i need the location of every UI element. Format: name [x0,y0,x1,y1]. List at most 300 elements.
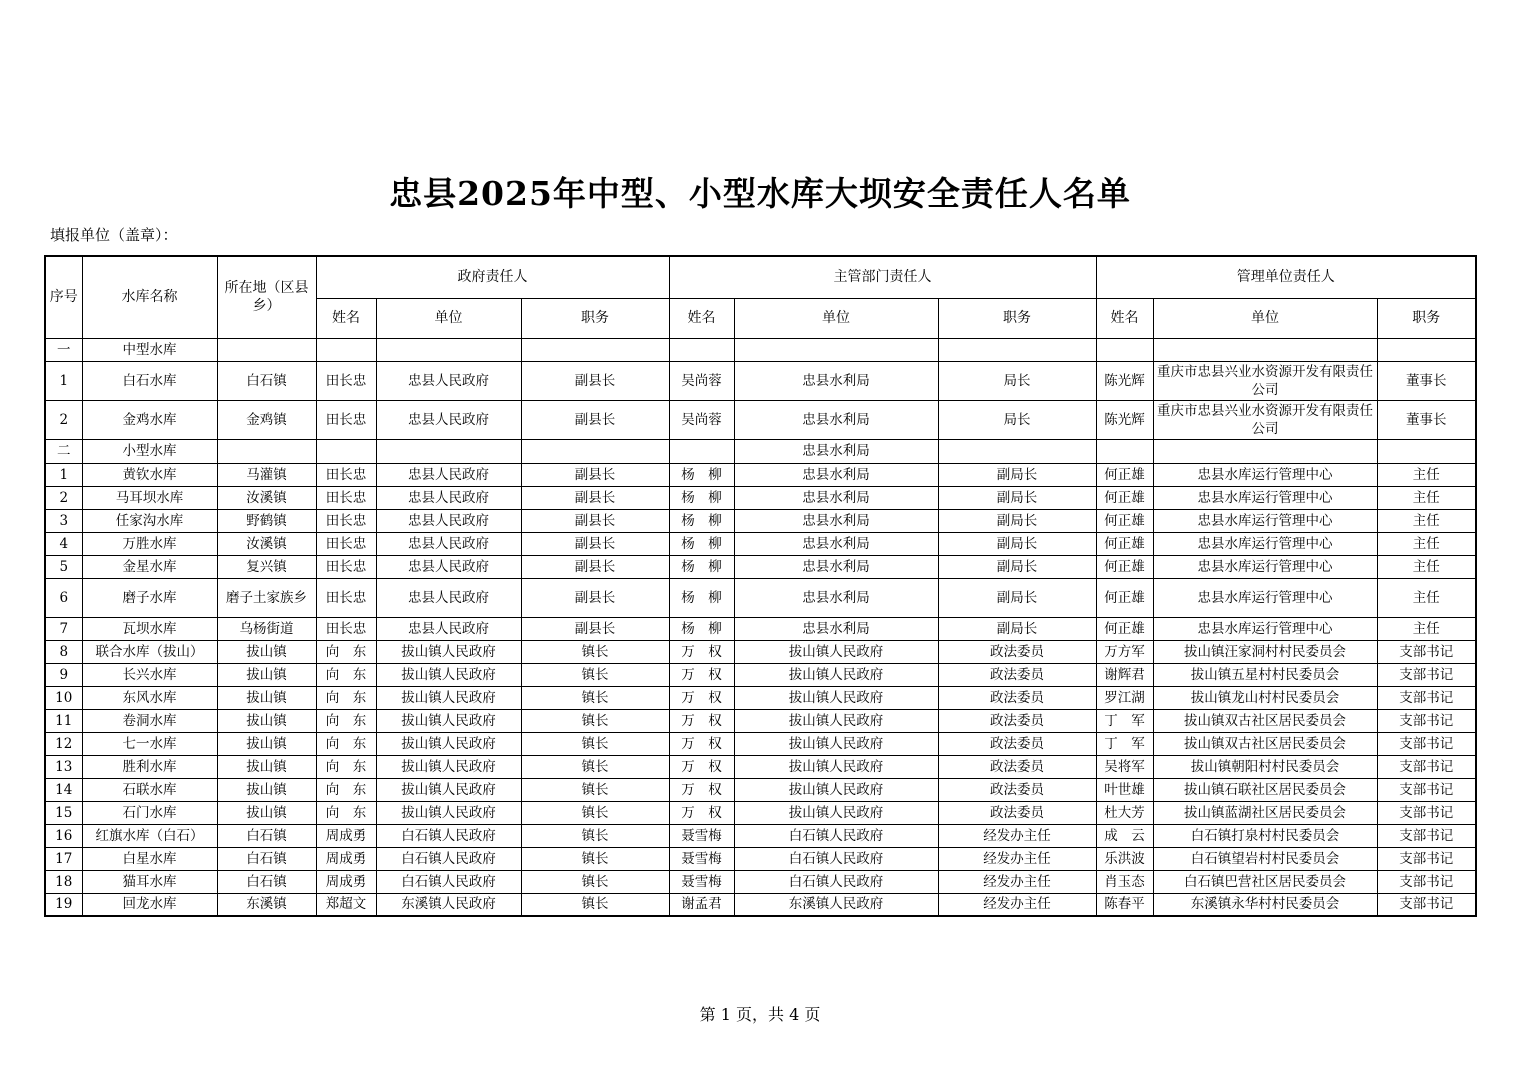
cell-gov-unit: 白石镇人民政府 [376,824,521,847]
cell-location: 东溪镇 [217,893,316,916]
cell-reservoir-name: 石门水库 [82,801,217,824]
cell-mgmt-title: 主任 [1377,555,1476,578]
empty-cell [669,439,734,463]
cell-dept-name: 万 权 [669,686,734,709]
cell-gov-title: 镇长 [521,755,669,778]
cell-dept-unit: 拔山镇人民政府 [734,778,938,801]
cell-gov-name: 向 东 [316,709,376,732]
cell-mgmt-title: 支部书记 [1377,847,1476,870]
header-mgmt-group: 管理单位责任人 [1096,256,1476,298]
cell-reservoir-name: 回龙水库 [82,893,217,916]
cell-dept-unit: 东溪镇人民政府 [734,893,938,916]
section-row [45,439,1476,463]
empty-cell [1096,338,1153,361]
empty-cell [1096,439,1153,463]
cell-dept-title: 政法委员 [938,755,1096,778]
cell-mgmt-name: 何正雄 [1096,532,1153,555]
cell-dept-title: 经发办主任 [938,847,1096,870]
cell-seq: 13 [45,755,82,778]
cell-seq: 4 [45,532,82,555]
filler-unit-label: 填报单位（盖章）： [50,226,178,244]
cell-seq: 18 [45,870,82,893]
header-gov-group: 政府责任人 [316,256,669,298]
cell-mgmt-name: 何正雄 [1096,555,1153,578]
cell-seq: 8 [45,640,82,663]
cell-mgmt-title: 支部书记 [1377,778,1476,801]
cell-mgmt-unit: 忠县水库运行管理中心 [1153,532,1377,555]
cell-dept-title: 政法委员 [938,732,1096,755]
cell-gov-name: 田长忠 [316,486,376,509]
cell-dept-title: 经发办主任 [938,824,1096,847]
cell-mgmt-title: 主任 [1377,486,1476,509]
cell-dept-unit: 拔山镇人民政府 [734,755,938,778]
cell-gov-title: 镇长 [521,778,669,801]
table-row [45,578,1476,617]
cell-dept-title: 副局长 [938,486,1096,509]
cell-location: 白石镇 [217,361,316,400]
cell-dept-title: 副局长 [938,463,1096,486]
cell-dept-unit: 拔山镇人民政府 [734,709,938,732]
cell-dept-name: 杨 柳 [669,555,734,578]
cell-dept-unit: 拔山镇人民政府 [734,663,938,686]
table-row [45,640,1476,663]
section-label: 中型水库 [82,338,217,361]
cell-gov-name: 周成勇 [316,824,376,847]
cell-gov-title: 副县长 [521,486,669,509]
cell-dept-unit: 白石镇人民政府 [734,824,938,847]
table-row [45,686,1476,709]
cell-gov-unit: 忠县人民政府 [376,532,521,555]
cell-seq: 17 [45,847,82,870]
cell-mgmt-name: 罗江湖 [1096,686,1153,709]
cell-dept-unit: 忠县水利局 [734,361,938,400]
cell-gov-unit: 忠县人民政府 [376,509,521,532]
cell-dept-name: 吴尚蓉 [669,400,734,439]
cell-reservoir-name: 任家沟水库 [82,509,217,532]
cell-gov-name: 向 东 [316,778,376,801]
section-seq: 二 [45,439,82,463]
cell-gov-name: 田长忠 [316,400,376,439]
cell-mgmt-name: 陈春平 [1096,893,1153,916]
cell-mgmt-title: 支部书记 [1377,686,1476,709]
cell-seq: 1 [45,361,82,400]
cell-mgmt-unit: 忠县水库运行管理中心 [1153,509,1377,532]
cell-gov-title: 镇长 [521,847,669,870]
cell-gov-title: 副县长 [521,555,669,578]
cell-gov-name: 田长忠 [316,532,376,555]
cell-mgmt-name: 叶世雄 [1096,778,1153,801]
header-dept-title: 职务 [938,298,1096,338]
empty-cell [1153,439,1377,463]
table-row [45,870,1476,893]
cell-location: 野鹤镇 [217,509,316,532]
cell-mgmt-title: 主任 [1377,509,1476,532]
table-body [45,338,1476,916]
table-row [45,778,1476,801]
cell-mgmt-name: 乐洪波 [1096,847,1153,870]
cell-location: 拔山镇 [217,640,316,663]
cell-location: 磨子土家族乡 [217,578,316,617]
cell-dept-name: 万 权 [669,663,734,686]
cell-reservoir-name: 胜利水库 [82,755,217,778]
cell-seq: 15 [45,801,82,824]
cell-gov-name: 向 东 [316,640,376,663]
empty-cell [217,338,316,361]
empty-cell [1377,439,1476,463]
cell-mgmt-title: 支部书记 [1377,801,1476,824]
cell-gov-name: 田长忠 [316,463,376,486]
header-gov-unit: 单位 [376,298,521,338]
cell-gov-name: 向 东 [316,686,376,709]
cell-seq: 5 [45,555,82,578]
cell-location: 马灌镇 [217,463,316,486]
cell-reservoir-name: 磨子水库 [82,578,217,617]
cell-dept-title: 副局长 [938,617,1096,640]
cell-gov-name: 郑超文 [316,893,376,916]
cell-dept-name: 谢孟君 [669,893,734,916]
cell-mgmt-name: 何正雄 [1096,486,1153,509]
cell-dept-name: 万 权 [669,778,734,801]
table-row [45,893,1476,916]
cell-location: 金鸡镇 [217,400,316,439]
cell-reservoir-name: 瓦坝水库 [82,617,217,640]
cell-mgmt-unit: 拔山镇五星村村民委员会 [1153,663,1377,686]
table-row [45,732,1476,755]
table-row [45,824,1476,847]
cell-gov-unit: 白石镇人民政府 [376,847,521,870]
cell-mgmt-unit: 拔山镇龙山村村民委员会 [1153,686,1377,709]
cell-gov-unit: 拔山镇人民政府 [376,778,521,801]
cell-reservoir-name: 万胜水库 [82,532,217,555]
table-row [45,532,1476,555]
table-row [45,755,1476,778]
cell-dept-unit: 忠县水利局 [734,617,938,640]
cell-mgmt-unit: 拔山镇双古社区居民委员会 [1153,709,1377,732]
cell-reservoir-name: 石联水库 [82,778,217,801]
cell-dept-title: 政法委员 [938,778,1096,801]
cell-gov-unit: 拔山镇人民政府 [376,732,521,755]
cell-dept-name: 万 权 [669,640,734,663]
cell-dept-name: 万 权 [669,801,734,824]
cell-seq: 1 [45,463,82,486]
cell-dept-unit: 忠县水利局 [734,486,938,509]
cell-mgmt-title: 董事长 [1377,400,1476,439]
cell-location: 拔山镇 [217,755,316,778]
cell-gov-name: 田长忠 [316,617,376,640]
cell-location: 白石镇 [217,847,316,870]
cell-mgmt-name: 何正雄 [1096,463,1153,486]
cell-mgmt-name: 何正雄 [1096,578,1153,617]
cell-gov-title: 镇长 [521,824,669,847]
cell-mgmt-title: 主任 [1377,532,1476,555]
cell-dept-unit: 拔山镇人民政府 [734,640,938,663]
table-row [45,847,1476,870]
cell-dept-name: 杨 柳 [669,617,734,640]
cell-gov-unit: 忠县人民政府 [376,578,521,617]
cell-gov-name: 周成勇 [316,870,376,893]
table-row [45,555,1476,578]
header-mgmt-name: 姓名 [1096,298,1153,338]
cell-mgmt-name: 谢辉君 [1096,663,1153,686]
header-dept-unit: 单位 [734,298,938,338]
cell-mgmt-unit: 拔山镇双古社区居民委员会 [1153,732,1377,755]
empty-cell [316,439,376,463]
cell-seq: 11 [45,709,82,732]
cell-mgmt-name: 丁 军 [1096,709,1153,732]
table-row [45,509,1476,532]
cell-mgmt-title: 支部书记 [1377,732,1476,755]
cell-seq: 16 [45,824,82,847]
cell-reservoir-name: 红旗水库（白石） [82,824,217,847]
cell-mgmt-name: 万方军 [1096,640,1153,663]
cell-dept-title: 副局长 [938,509,1096,532]
cell-seq: 9 [45,663,82,686]
cell-dept-unit: 忠县水利局 [734,578,938,617]
cell-gov-unit: 东溪镇人民政府 [376,893,521,916]
cell-mgmt-unit: 忠县水库运行管理中心 [1153,486,1377,509]
cell-gov-name: 田长忠 [316,509,376,532]
cell-location: 拔山镇 [217,686,316,709]
cell-mgmt-title: 主任 [1377,578,1476,617]
cell-gov-name: 向 东 [316,732,376,755]
cell-seq: 2 [45,486,82,509]
cell-seq: 2 [45,400,82,439]
cell-dept-unit: 忠县水利局 [734,463,938,486]
cell-dept-title: 政法委员 [938,801,1096,824]
table-row [45,709,1476,732]
cell-dept-title: 副局长 [938,555,1096,578]
cell-gov-name: 田长忠 [316,361,376,400]
cell-location: 复兴镇 [217,555,316,578]
cell-mgmt-unit: 白石镇巴营社区居民委员会 [1153,870,1377,893]
cell-seq: 12 [45,732,82,755]
cell-gov-title: 副县长 [521,617,669,640]
cell-mgmt-title: 主任 [1377,617,1476,640]
cell-mgmt-title: 支部书记 [1377,870,1476,893]
cell-mgmt-unit: 白石镇望岩村村民委员会 [1153,847,1377,870]
cell-gov-title: 副县长 [521,578,669,617]
cell-location: 拔山镇 [217,709,316,732]
empty-cell [217,439,316,463]
cell-mgmt-unit: 白石镇打泉村村民委员会 [1153,824,1377,847]
cell-reservoir-name: 卷洞水库 [82,709,217,732]
cell-reservoir-name: 马耳坝水库 [82,486,217,509]
cell-seq: 7 [45,617,82,640]
empty-cell [938,338,1096,361]
cell-location: 乌杨街道 [217,617,316,640]
cell-mgmt-unit: 拔山镇蓝湖社区居民委员会 [1153,801,1377,824]
header-mgmt-title: 职务 [1377,298,1476,338]
page-footer: 第 1 页，共 4 页 [699,1005,821,1024]
empty-cell [376,338,521,361]
cell-mgmt-unit: 东溪镇永华村村民委员会 [1153,893,1377,916]
cell-dept-name: 万 权 [669,755,734,778]
cell-seq: 10 [45,686,82,709]
cell-gov-unit: 拔山镇人民政府 [376,709,521,732]
page-title: 忠县2025年中型、小型水库大坝安全责任人名单 [389,174,1131,213]
cell-reservoir-name: 东风水库 [82,686,217,709]
cell-seq: 19 [45,893,82,916]
cell-mgmt-title: 支部书记 [1377,709,1476,732]
cell-dept-title: 政法委员 [938,709,1096,732]
cell-gov-name: 田长忠 [316,555,376,578]
table-row [45,617,1476,640]
cell-dept-unit: 忠县水利局 [734,555,938,578]
cell-location: 汝溪镇 [217,486,316,509]
cell-dept-unit: 拔山镇人民政府 [734,686,938,709]
cell-gov-unit: 拔山镇人民政府 [376,755,521,778]
cell-gov-unit: 忠县人民政府 [376,400,521,439]
cell-reservoir-name: 七一水库 [82,732,217,755]
cell-gov-unit: 忠县人民政府 [376,555,521,578]
empty-cell [1377,338,1476,361]
cell-reservoir-name: 金鸡水库 [82,400,217,439]
header-gov-name: 姓名 [316,298,376,338]
cell-mgmt-name: 何正雄 [1096,617,1153,640]
cell-dept-name: 吴尚蓉 [669,361,734,400]
cell-mgmt-unit: 忠县水库运行管理中心 [1153,555,1377,578]
cell-dept-name: 聂雪梅 [669,824,734,847]
cell-seq: 14 [45,778,82,801]
cell-gov-title: 镇长 [521,686,669,709]
empty-cell [938,439,1096,463]
section-seq: 一 [45,338,82,361]
empty-cell [316,338,376,361]
cell-dept-unit: 忠县水利局 [734,509,938,532]
empty-cell [1153,338,1377,361]
empty-cell [376,439,521,463]
cell-dept-title: 经发办主任 [938,870,1096,893]
cell-mgmt-name: 杜大芳 [1096,801,1153,824]
header-gov-title: 职务 [521,298,669,338]
cell-mgmt-name: 吴将军 [1096,755,1153,778]
cell-mgmt-name: 何正雄 [1096,509,1153,532]
cell-dept-unit: 拔山镇人民政府 [734,801,938,824]
cell-gov-unit: 忠县人民政府 [376,463,521,486]
cell-dept-unit: 拔山镇人民政府 [734,732,938,755]
header-dept-name: 姓名 [669,298,734,338]
cell-mgmt-title: 支部书记 [1377,755,1476,778]
cell-dept-unit: 白石镇人民政府 [734,847,938,870]
cell-dept-title: 政法委员 [938,640,1096,663]
section-row [45,338,1476,361]
cell-dept-name: 杨 柳 [669,509,734,532]
cell-gov-title: 副县长 [521,509,669,532]
cell-mgmt-name: 肖玉态 [1096,870,1153,893]
cell-location: 拔山镇 [217,663,316,686]
section-dept-unit [734,338,938,361]
cell-gov-title: 镇长 [521,732,669,755]
cell-mgmt-name: 陈光辉 [1096,361,1153,400]
cell-mgmt-unit: 拔山镇汪家洞村村民委员会 [1153,640,1377,663]
cell-dept-name: 聂雪梅 [669,847,734,870]
table-row [45,663,1476,686]
cell-dept-unit: 忠县水利局 [734,400,938,439]
cell-dept-name: 杨 柳 [669,532,734,555]
cell-gov-title: 副县长 [521,532,669,555]
cell-gov-unit: 拔山镇人民政府 [376,640,521,663]
cell-location: 拔山镇 [217,732,316,755]
cell-dept-name: 杨 柳 [669,578,734,617]
cell-dept-title: 经发办主任 [938,893,1096,916]
cell-mgmt-title: 董事长 [1377,361,1476,400]
cell-location: 白石镇 [217,824,316,847]
header-dept-group: 主管部门责任人 [669,256,1096,298]
cell-location: 拔山镇 [217,778,316,801]
cell-location: 白石镇 [217,870,316,893]
cell-mgmt-unit: 重庆市忠县兴业水资源开发有限责任公司 [1153,400,1377,439]
cell-dept-name: 万 权 [669,709,734,732]
cell-mgmt-title: 支部书记 [1377,893,1476,916]
cell-gov-name: 周成勇 [316,847,376,870]
cell-gov-title: 镇长 [521,709,669,732]
section-dept-unit: 忠县水利局 [734,439,938,463]
empty-cell [521,439,669,463]
cell-gov-unit: 白石镇人民政府 [376,870,521,893]
cell-dept-title: 局长 [938,400,1096,439]
cell-gov-name: 向 东 [316,801,376,824]
table-row [45,463,1476,486]
cell-gov-title: 镇长 [521,663,669,686]
cell-mgmt-name: 丁 军 [1096,732,1153,755]
cell-seq: 3 [45,509,82,532]
cell-mgmt-title: 支部书记 [1377,663,1476,686]
section-label: 小型水库 [82,439,217,463]
table-row [45,400,1476,439]
cell-dept-name: 万 权 [669,732,734,755]
cell-mgmt-unit: 忠县水库运行管理中心 [1153,578,1377,617]
cell-gov-title: 镇长 [521,801,669,824]
cell-mgmt-title: 支部书记 [1377,824,1476,847]
cell-mgmt-unit: 忠县水库运行管理中心 [1153,617,1377,640]
cell-dept-name: 杨 柳 [669,486,734,509]
cell-gov-unit: 忠县人民政府 [376,486,521,509]
header-location: 所在地（区县乡） [217,256,316,338]
table-row [45,361,1476,400]
cell-seq: 6 [45,578,82,617]
cell-gov-title: 镇长 [521,640,669,663]
cell-gov-unit: 拔山镇人民政府 [376,801,521,824]
cell-mgmt-title: 主任 [1377,463,1476,486]
cell-location: 汝溪镇 [217,532,316,555]
cell-mgmt-title: 支部书记 [1377,640,1476,663]
cell-mgmt-unit: 拔山镇朝阳村村民委员会 [1153,755,1377,778]
cell-reservoir-name: 猫耳水库 [82,870,217,893]
cell-gov-name: 向 东 [316,663,376,686]
cell-reservoir-name: 联合水库（拔山） [82,640,217,663]
header-seq: 序号 [45,256,82,338]
header-mgmt-unit: 单位 [1153,298,1377,338]
cell-dept-name: 聂雪梅 [669,870,734,893]
cell-gov-title: 镇长 [521,893,669,916]
cell-gov-unit: 拔山镇人民政府 [376,686,521,709]
cell-mgmt-unit: 拔山镇石联社区居民委员会 [1153,778,1377,801]
cell-mgmt-name: 陈光辉 [1096,400,1153,439]
empty-cell [521,338,669,361]
cell-mgmt-name: 成 云 [1096,824,1153,847]
cell-gov-title: 镇长 [521,870,669,893]
cell-gov-title: 副县长 [521,400,669,439]
cell-reservoir-name: 白石水库 [82,361,217,400]
cell-dept-title: 副局长 [938,578,1096,617]
table-row [45,801,1476,824]
cell-reservoir-name: 黄钦水库 [82,463,217,486]
cell-dept-unit: 忠县水利局 [734,532,938,555]
cell-gov-unit: 拔山镇人民政府 [376,663,521,686]
cell-gov-unit: 忠县人民政府 [376,361,521,400]
cell-reservoir-name: 长兴水库 [82,663,217,686]
cell-dept-title: 政法委员 [938,686,1096,709]
